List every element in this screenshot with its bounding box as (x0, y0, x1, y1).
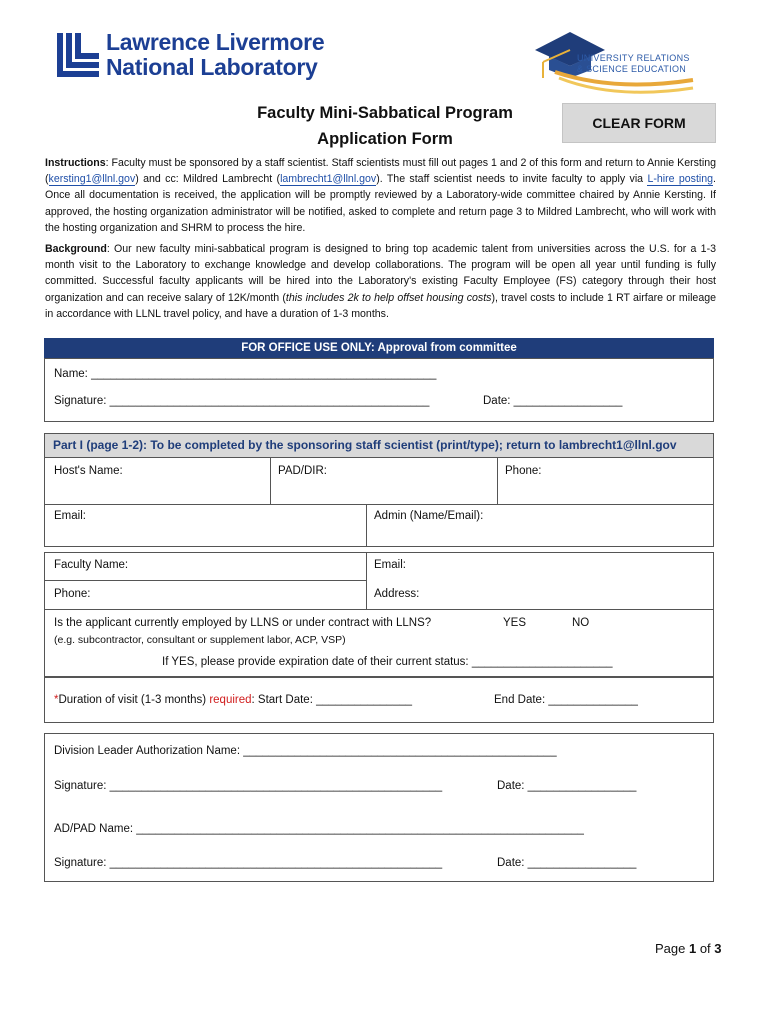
ur-line-2: & SCIENCE EDUCATION (577, 64, 687, 74)
faculty-section-divider (44, 609, 714, 610)
background-label: Background (45, 243, 107, 255)
instructions-text-2: ) and cc: Mildred Lambrecht ( (135, 173, 281, 186)
office-signature-field[interactable]: Signature: __________________________________________________ (54, 395, 430, 407)
office-use-header: FOR OFFICE USE ONLY: Approval from committee (44, 338, 714, 358)
host-phone-field[interactable]: Phone: (505, 465, 542, 477)
yes-option[interactable]: YES (503, 617, 527, 629)
background-text-1: : Our new faculty mini-sabbatical program is designed to bring top academic talent from universities across the U.S. for a 1-3 month visit to the Laboratory to exchange knowledge and develop collaborations. The program will be open all year until funding is fully committed. Successful faculty applicants will be hired into the Laboratory's existing Faculty Employee (FS) category through their host organization and can receive salary of 12K/month ( (45, 243, 716, 304)
title-line-1: Faculty Mini-Sabbatical Program (257, 104, 513, 122)
faculty-name-field[interactable]: Faculty Name: (54, 559, 129, 571)
host-email-field[interactable]: Email: (54, 510, 86, 522)
instructions-text-4: . Once all documentation is received, the application will be promptly reviewed by a Laboratory-wide committee chaired by Annie Kersting. If approved, the hosting organization administrator will be notified, asked to complete and return page 3 to Mildred Lambrecht, who will work with the hosting organization and SHRM to process the hire. (45, 173, 716, 234)
background-text-2: ), travel costs to include 1 RT airfare or mileage in accordance with LLNL travel policy, and have a duration of 1-3 months. (45, 291, 716, 320)
duration-label: Duration of visit (1-3 months) (58, 694, 210, 706)
page-current: 1 (688, 941, 697, 956)
l-hire-posting-link[interactable]: L-hire posting (647, 173, 714, 186)
start-date-field[interactable]: : Start Date: _______________ (251, 694, 413, 706)
background-italic: this includes 2k to help offset housing costs (285, 291, 492, 304)
logo-line-2: National Laboratory (106, 54, 318, 80)
host-info-box (44, 457, 714, 547)
llnl-logo-icon (57, 33, 99, 77)
kersting-email-link[interactable]: kersting1@llnl.gov (48, 173, 136, 186)
expiration-date-field[interactable]: If YES, please provide expiration date of their current status: ______________________ (162, 656, 613, 668)
page-title (215, 100, 555, 152)
end-date-field[interactable]: End Date: ______________ (494, 694, 638, 706)
page-label: Page (655, 941, 689, 956)
employment-example: (e.g. subcontractor, consultant or supplement labor, ACP, VSP) (54, 634, 346, 646)
clear-form-button[interactable]: CLEAR FORM (562, 103, 716, 143)
office-date-field[interactable]: Date: _________________ (483, 395, 623, 407)
required-label: required (209, 694, 252, 706)
instructions-text-3: ). The staff scientist needs to invite faculty to apply via (376, 173, 648, 186)
duration-row (54, 693, 412, 707)
admin-field[interactable]: Admin (Name/Email): (374, 510, 484, 522)
instructions-text-1: : Faculty must be sponsored by a staff scientist. Staff scientists must fill out pages 1 and 2 of this form and return to Annie Kersting ( (45, 157, 716, 186)
instructions-paragraph (45, 155, 716, 236)
ad-pad-name-field[interactable]: AD/PAD Name: ______________________________________________________________________ (54, 823, 584, 835)
no-option[interactable]: NO (572, 617, 590, 629)
ad-pad-date-field[interactable]: Date: _________________ (497, 857, 637, 869)
ad-pad-signature-field[interactable]: Signature: ____________________________________________________ (54, 857, 443, 869)
division-signature-field[interactable]: Signature: ____________________________________________________ (54, 780, 443, 792)
host-col-divider-2 (497, 457, 498, 504)
page-number (655, 941, 722, 956)
ur-line-1: UNIVERSITY RELATIONS (577, 53, 690, 63)
host-col-divider-3 (366, 504, 367, 547)
lambrecht-email-link[interactable]: lambrecht1@llnl.gov (280, 173, 377, 186)
background-paragraph (45, 241, 716, 322)
host-col-divider-1 (270, 457, 271, 504)
faculty-row-divider (44, 580, 366, 581)
host-divider (44, 504, 714, 505)
employment-question: Is the applicant currently employed by LLNS or under contract with LLNS? (54, 617, 432, 629)
division-date-field[interactable]: Date: _________________ (497, 780, 637, 792)
faculty-phone-field[interactable]: Phone: (54, 588, 91, 600)
page-of-label: of (696, 941, 715, 956)
logo-line-1: Lawrence Livermore (106, 29, 325, 55)
office-name-field[interactable]: Name: ______________________________________________________ (54, 368, 437, 380)
pad-dir-field[interactable]: PAD/DIR: (278, 465, 327, 477)
host-name-field[interactable]: Host's Name: (54, 465, 123, 477)
part-one-header: Part I (page 1-2): To be completed by the sponsoring staff scientist (print/type); return to lambrecht1@llnl.gov (44, 433, 714, 458)
llnl-logo-text (106, 30, 324, 80)
faculty-email-field[interactable]: Email: (374, 559, 406, 571)
title-line-2: Application Form (317, 130, 453, 148)
faculty-address-field[interactable]: Address: (374, 588, 420, 600)
faculty-col-divider (366, 552, 367, 609)
university-relations-text (577, 53, 690, 75)
required-asterisk: * (54, 694, 59, 706)
instructions-label: Instructions (45, 157, 106, 169)
division-leader-field[interactable]: Division Leader Authorization Name: _________________________________________________ (54, 745, 557, 757)
page-total: 3 (714, 941, 722, 956)
